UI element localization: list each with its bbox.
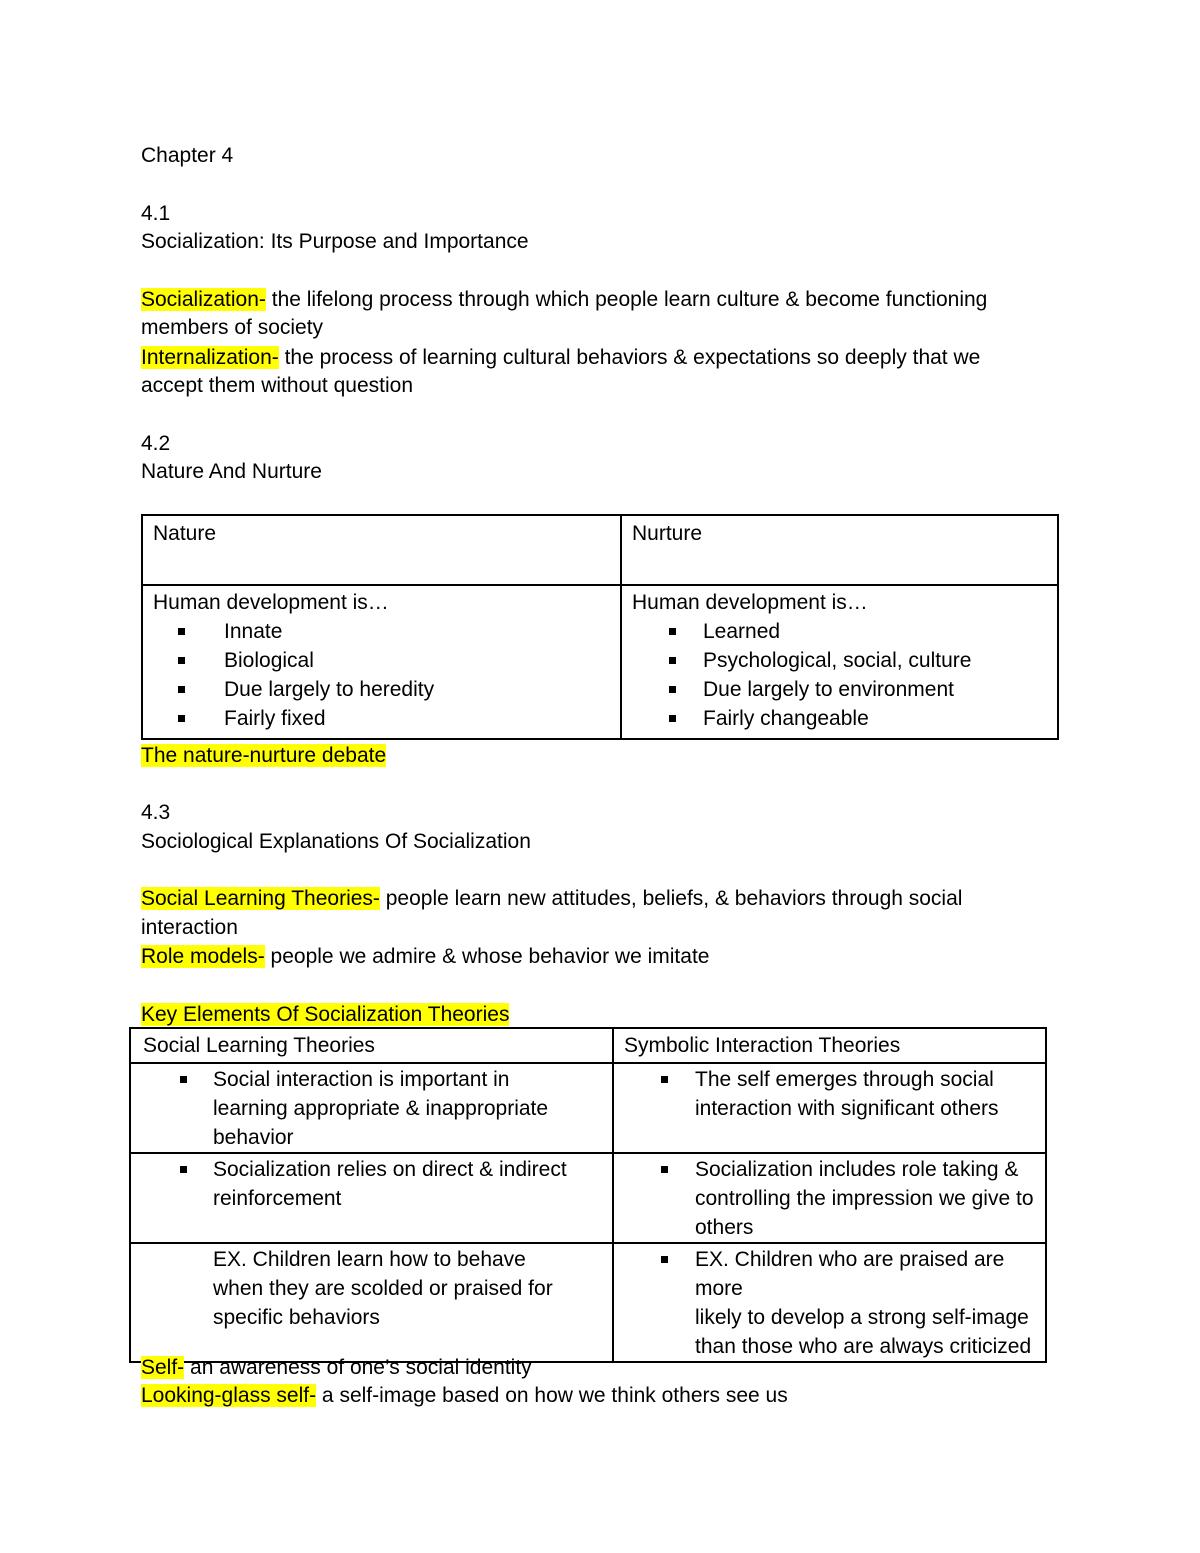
term-label: Looking-glass self- — [141, 1384, 317, 1407]
section-title-4-1: Socialization: Its Purpose and Importance — [141, 230, 529, 253]
table-header-row — [130, 1028, 1046, 1063]
term-definition-continued: accept them without question — [141, 374, 413, 397]
term-label: Self- — [141, 1356, 185, 1379]
term-socialization — [141, 286, 987, 314]
term-definition-continued: interaction — [141, 916, 238, 939]
table-header-nurture: Nurture — [621, 515, 1058, 585]
term-definition: a self-image based on how we think others see us — [316, 1384, 788, 1407]
table-header-nature: Nature — [142, 515, 621, 585]
table-row — [130, 1063, 1046, 1153]
symbolic-interaction-cell: Socialization includes role taking & controlling the impression we give to others — [613, 1153, 1046, 1243]
term-label: Role models- — [141, 945, 265, 968]
square-bullet-icon — [661, 1256, 668, 1263]
table-row — [130, 1243, 1046, 1362]
term-role-models — [141, 943, 709, 971]
list-item: Biological — [153, 646, 610, 675]
section-title-4-3: Sociological Explanations Of Socialization — [141, 830, 531, 853]
nurture-list — [632, 617, 1047, 733]
term-definition-continued: members of society — [141, 316, 324, 339]
list-item: Due largely to heredity — [153, 675, 610, 704]
term-label: Social Learning Theories- — [141, 887, 380, 910]
term-definition: an awareness of one’s social identity — [184, 1356, 532, 1379]
chapter-title: Chapter 4 — [141, 144, 234, 167]
social-learning-example-cell: EX. Children learn how to behave when they are scolded or praised for specific behaviors — [130, 1243, 613, 1362]
list-item: Psychological, social, culture — [632, 646, 1047, 675]
nurture-cell — [621, 585, 1058, 739]
term-social-learning-theories — [141, 885, 962, 913]
square-bullet-icon — [669, 715, 676, 722]
nature-nurture-debate-label: The nature-nurture debate — [141, 744, 387, 767]
term-definition: people we admire & whose behavior we imitate — [264, 945, 710, 968]
section-number-4-3: 4.3 — [141, 801, 171, 824]
section-title-4-2: Nature And Nurture — [141, 460, 322, 483]
square-bullet-icon — [669, 657, 676, 664]
term-label: Socialization- — [141, 288, 266, 311]
list-item: Fairly fixed — [153, 704, 610, 733]
table-row — [142, 585, 1058, 739]
square-bullet-icon — [178, 715, 185, 722]
square-bullet-icon — [661, 1166, 668, 1173]
list-item: Learned — [632, 617, 1047, 646]
term-definition: the lifelong process through which people learn culture & become functioning — [265, 288, 988, 311]
table-header-row — [142, 515, 1058, 585]
square-bullet-icon — [178, 686, 185, 693]
nature-list — [153, 617, 610, 733]
nature-nurture-table — [141, 514, 1059, 740]
social-learning-cell: Social interaction is important in learning appropriate & inappropriate behavior — [130, 1063, 613, 1153]
square-bullet-icon — [669, 628, 676, 635]
nature-intro: Human development is… — [153, 591, 389, 614]
table-header-social-learning: Social Learning Theories — [130, 1028, 613, 1063]
nature-cell — [142, 585, 621, 739]
symbolic-interaction-example-cell: EX. Children who are praised are more likely to develop a strong self-image than those who are always criticized — [613, 1243, 1046, 1362]
symbolic-interaction-cell: The self emerges through social interaction with significant others — [613, 1063, 1046, 1153]
square-bullet-icon — [178, 628, 185, 635]
term-label: Internalization- — [141, 346, 279, 369]
square-bullet-icon — [180, 1166, 187, 1173]
square-bullet-icon — [178, 657, 185, 664]
list-item: Fairly changeable — [632, 704, 1047, 733]
social-learning-cell: Socialization relies on direct & indirect reinforcement — [130, 1153, 613, 1243]
square-bullet-icon — [661, 1076, 668, 1083]
term-definition: the process of learning cultural behaviors & expectations so deeply that we — [278, 346, 981, 369]
list-item: Innate — [153, 617, 610, 646]
table-header-symbolic-interaction: Symbolic Interaction Theories — [613, 1028, 1046, 1063]
square-bullet-icon — [180, 1076, 187, 1083]
nurture-intro: Human development is… — [632, 591, 868, 614]
square-bullet-icon — [669, 686, 676, 693]
term-self — [141, 1354, 532, 1382]
section-number-4-1: 4.1 — [141, 202, 171, 225]
term-internalization — [141, 344, 980, 372]
section-number-4-2: 4.2 — [141, 432, 171, 455]
key-elements-heading: Key Elements Of Socialization Theories — [141, 1003, 510, 1026]
term-definition: people learn new attitudes, beliefs, & behaviors through social — [379, 887, 963, 910]
table-row — [130, 1153, 1046, 1243]
socialization-theories-table — [129, 1027, 1047, 1363]
term-looking-glass-self — [141, 1382, 788, 1410]
list-item: Due largely to environment — [632, 675, 1047, 704]
